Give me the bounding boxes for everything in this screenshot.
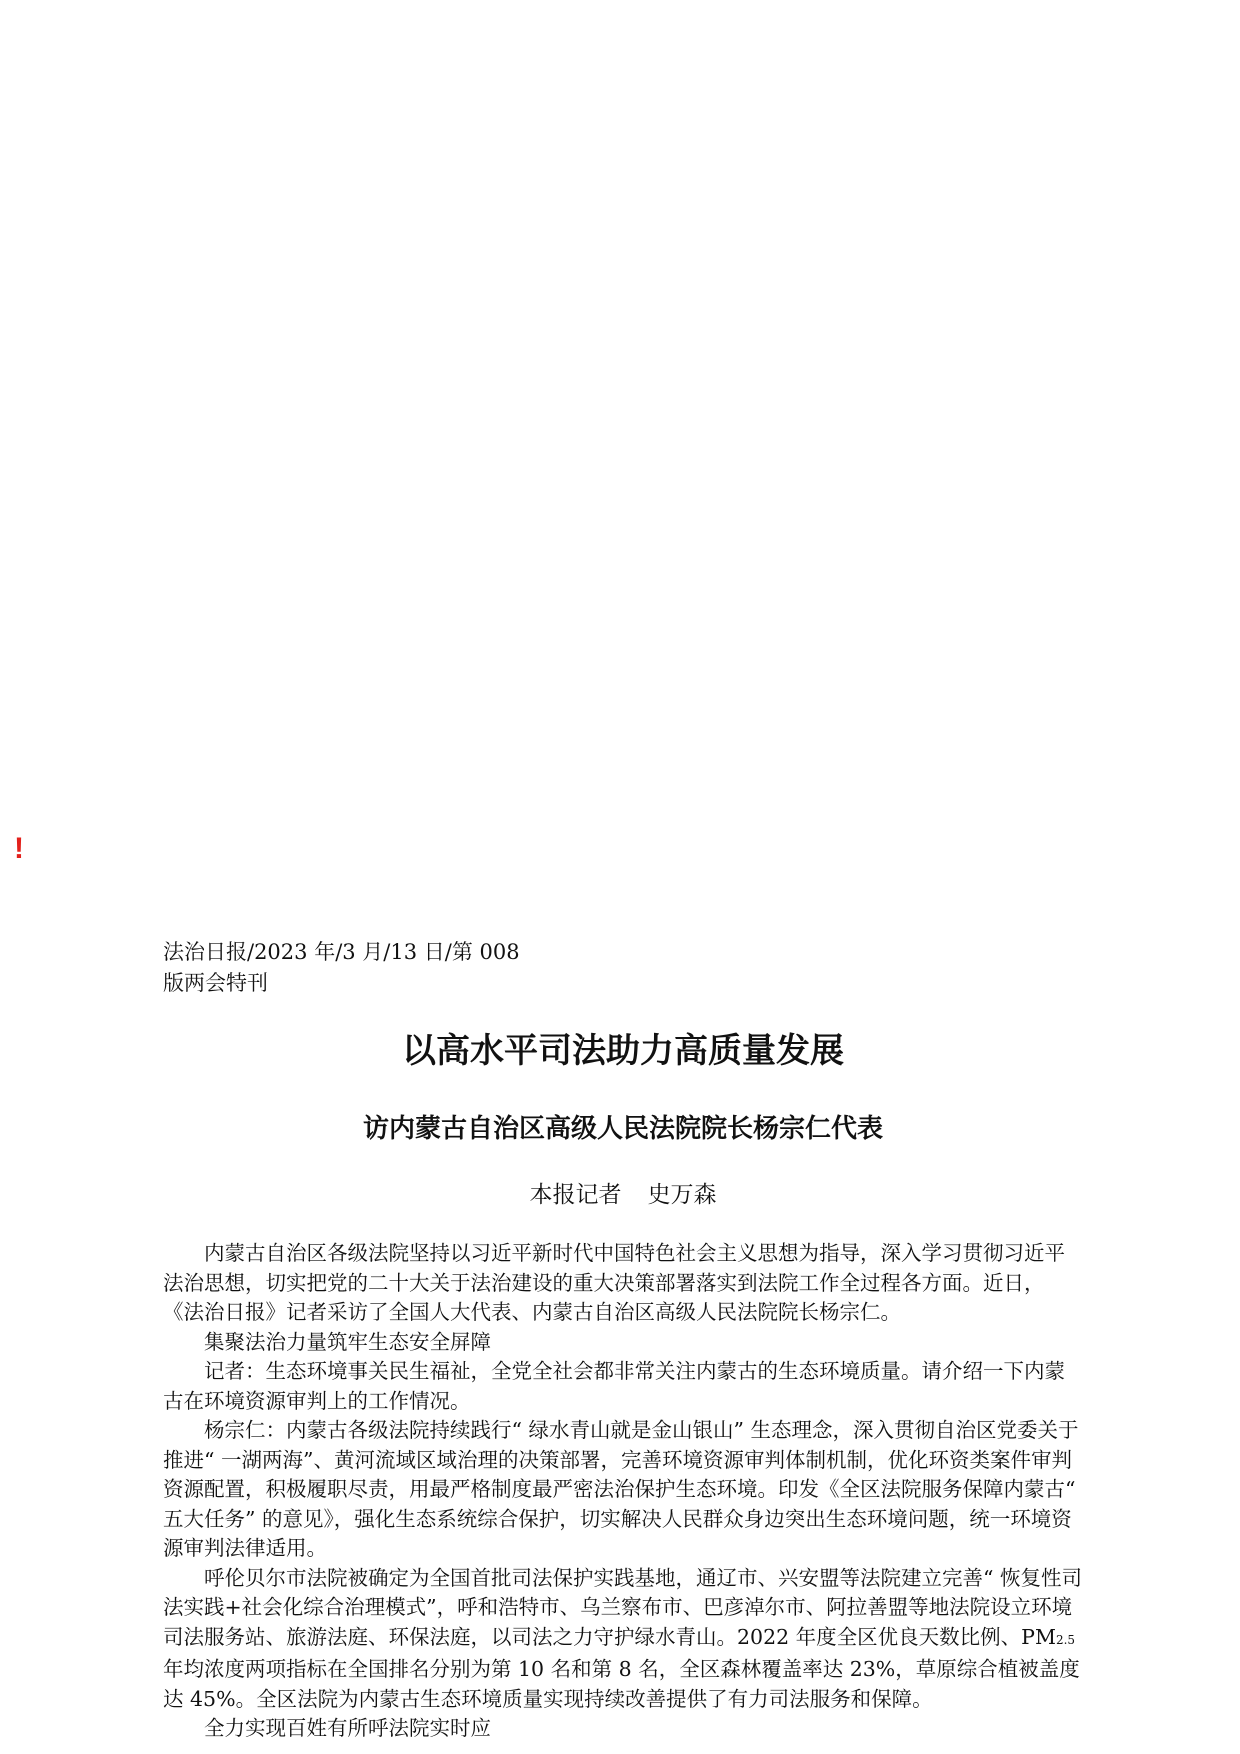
article-subtitle: 访内蒙古自治区高级人民法院院长杨宗仁代表 [362, 1114, 883, 1144]
source-section: 版两会特刊 [163, 971, 268, 995]
article [163, 937, 1083, 1744]
paragraph-answer: 杨宗仁：内蒙古各级法院持续践行“ 绿水青山就是金山银山” 生态理念，深入贯彻自治区党委关于推进“ 一湖两海”、黄河流域区域治理的决策部署，完善环境资源审判体制机制，优化环资类案件审判资源配置，积极履职尽责，用最严格制度最严密法治保护生态环境。印发《全区法院服务保障内蒙古“ 五大任务” 的意见》，强化生态系统综合保护，切实解决人民群众身边突出生态环境问题，统一环境资源审判法律适用。 [163, 1418, 1079, 1560]
red-exclamation-mark: ! [14, 832, 24, 865]
source-date: 法治日报/2023 年/3 月/13 日/第 008 [163, 940, 520, 964]
section-heading-ecology: 集聚法治力量筑牢生态安全屏障 [204, 1329, 491, 1354]
byline [163, 1179, 1083, 1211]
byline-name: 史万森 [647, 1182, 717, 1208]
paragraph-question: 记者：生态环境事关民生福祉，全党全社会都非常关注内蒙古的生态环境质量。请介绍一下内蒙古在环境资源审判上的工作情况。 [163, 1359, 1065, 1413]
paragraph-achievements-part1: 呼伦贝尔市法院被确定为全国首批司法保护实践基地，通辽市、兴安盟等法院建立完善“ 恢复性司法实践+社会化综合治理模式”，呼和浩特市、乌兰察布市、巴彦淖尔市、阿拉善盟等地法院设立环境司法服务站、旅游法庭、环保法庭，以司法之力守护绿水青山。2022 年度全区优良天数比例、PM [163, 1565, 1082, 1649]
article-body [163, 1239, 1083, 1744]
paragraph-achievements-part2: 年均浓度两项指标在全国排名分别为第 10 名和第 8 名，全区森林覆盖率达 23%，草原综合植被盖度达 45%。全区法院为内蒙古生态环境质量实现持续改善提供了有力司法服务和保障。 [163, 1657, 1080, 1711]
paragraph-achievements [163, 1564, 1083, 1715]
article-title: 以高水平司法助力高质量发展 [402, 1031, 844, 1071]
pm-subscript: 2.5 [1055, 1632, 1076, 1647]
source-line [163, 937, 1083, 999]
byline-role: 本报记者 [529, 1182, 622, 1208]
section-heading-response: 全力实现百姓有所呼法院实时应 [204, 1716, 491, 1740]
paragraph-intro: 内蒙古自治区各级法院坚持以习近平新时代中国特色社会主义思想为指导，深入学习贯彻习近平法治思想，切实把党的二十大关于法治建设的重大决策部署落实到法院工作全过程各方面。近日， 《法治日报》记者采访了全国人大代表、内蒙古自治区高级人民法院院长杨宗仁。 [163, 1241, 1065, 1324]
